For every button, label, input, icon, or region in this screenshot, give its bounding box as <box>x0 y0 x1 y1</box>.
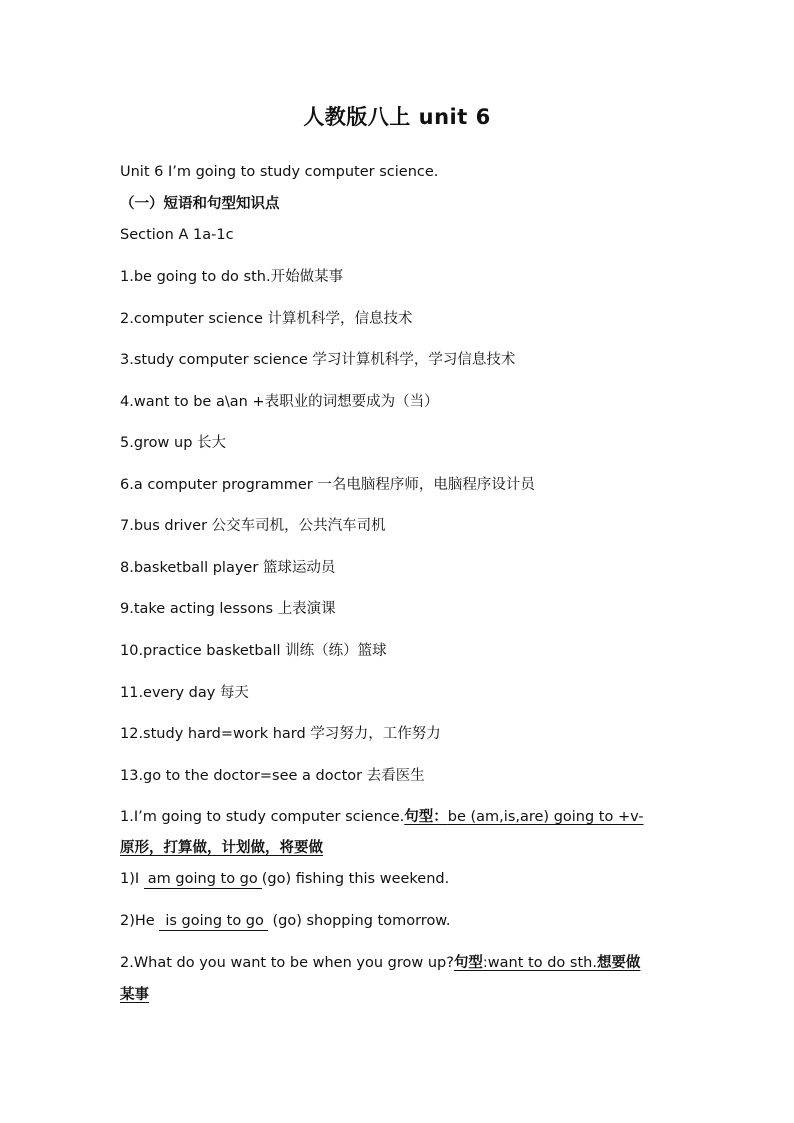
exercise-2-prefix: 2)He <box>120 913 160 929</box>
pattern-meaning: 想要做 <box>596 954 641 971</box>
phrase-item <box>120 683 249 703</box>
phrase-item <box>120 309 413 329</box>
exercise-1 <box>120 869 449 889</box>
phrase-en: 6.a computer programmer <box>120 477 318 493</box>
phrase-cn: 开始做某事 <box>270 269 344 285</box>
phrase-en: 11.every day <box>120 685 220 701</box>
phrase-cn: 一名电脑程序师，电脑程序设计员 <box>317 477 535 493</box>
phrase-cn: 学习努力，工作努力 <box>310 726 441 742</box>
phrase-item <box>120 599 336 619</box>
phrase-item <box>120 766 425 786</box>
exercise-1-suffix: (go) fishing this weekend. <box>261 871 450 887</box>
exercise-1-prefix: 1)I <box>120 871 144 887</box>
phrase-item <box>120 641 387 661</box>
phrase-item <box>120 433 226 453</box>
phrase-en: 4.want to be a\an + <box>120 394 265 410</box>
phrase-cn: 每天 <box>219 685 249 701</box>
phrase-en: 8.basketball player <box>120 560 263 576</box>
phrase-item <box>120 558 335 578</box>
phrase-en: 10.practice basketball <box>120 643 286 659</box>
sentence-1-lead: 1.I’m going to study <box>120 809 271 825</box>
phrase-cn: 公交车司机，公共汽车司机 <box>211 518 386 534</box>
phrase-en: 7.bus driver <box>120 518 212 534</box>
unit-title: Unit 6 I’m going to study computer science. <box>120 164 439 180</box>
phrase-item <box>120 516 386 536</box>
phrase-cn: 长大 <box>197 435 227 451</box>
phrase-en: 2.computer science <box>120 311 268 327</box>
pattern-text: :want to do sth. <box>482 955 597 971</box>
page-title: 人教版八上 unit 6 <box>303 105 491 129</box>
sentence-1-rest: computer science. <box>270 809 405 825</box>
sentence-1-pattern <box>404 809 643 825</box>
sentence-2-meaning: 某事 <box>120 986 149 1003</box>
sentence-2-part-2: want to be <box>230 955 309 971</box>
sentence-2-part-3: when you grow up? <box>308 955 454 971</box>
sentence-pattern-1 <box>120 807 644 827</box>
phrase-en: 3.study computer science <box>120 352 313 368</box>
phrase-en: 9.take acting lessons <box>120 601 278 617</box>
phrase-cn: 上表演课 <box>277 601 336 617</box>
exercise-2-answer: is going to go <box>159 912 268 931</box>
phrase-cn: 篮球运动员 <box>262 560 336 576</box>
phrase-en: 12.study hard=work hard <box>120 726 311 742</box>
section-heading: （一）短语和句型知识点 <box>120 195 280 212</box>
phrase-item <box>120 724 441 744</box>
sentence-2-part-1: 2.What do you <box>120 955 231 971</box>
phrase-en: 13.go to the doctor=see a doctor <box>120 768 367 784</box>
phrase-item <box>120 350 515 370</box>
phrase-item <box>120 475 535 495</box>
exercise-2-suffix: (go) shopping tomorrow. <box>267 913 451 929</box>
phrase-cn: 去看医生 <box>366 768 425 784</box>
section-label: Section A 1a-1c <box>120 227 234 243</box>
phrase-cn: 训练（练）篮球 <box>285 643 387 659</box>
phrase-item <box>120 392 439 412</box>
pattern-label: 句型： <box>404 808 448 825</box>
pattern-text: be (am,is,are) going to +v- <box>447 809 644 825</box>
phrase-cn: 表职业的词想要成为（当） <box>264 394 439 410</box>
exercise-2 <box>120 911 450 931</box>
phrase-en: 1.be going to do sth. <box>120 269 271 285</box>
phrase-cn: 学习计算机科学，学习信息技术 <box>312 352 516 368</box>
phrase-en: 5.grow up <box>120 435 198 451</box>
sentence-pattern-2 <box>120 953 640 973</box>
pattern-label: 句型 <box>453 954 483 971</box>
exercise-1-answer: am going to go <box>144 870 262 889</box>
phrase-item <box>120 267 343 287</box>
sentence-2-pattern <box>454 955 641 971</box>
sentence-1-meaning: 原形，打算做，计划做，将要做 <box>120 839 323 856</box>
phrase-cn: 计算机科学，信息技术 <box>267 311 413 327</box>
